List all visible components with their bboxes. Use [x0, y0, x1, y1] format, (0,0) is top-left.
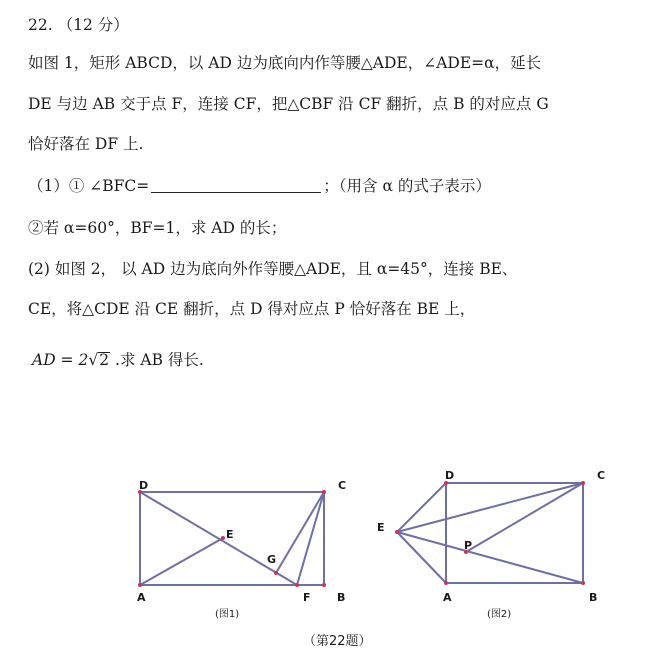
label-E-fig2: E	[377, 521, 385, 534]
figure-2-caption: (图2)	[487, 609, 512, 620]
point-F-fig1	[295, 583, 299, 587]
point-G-fig1	[274, 571, 278, 575]
question-1-prefix: （1）① ∠BFC=	[28, 177, 150, 195]
point-B-fig1	[322, 583, 326, 587]
point-B-fig2	[581, 581, 585, 585]
point-A-fig2	[444, 581, 448, 585]
label-B-fig1: B	[337, 591, 346, 604]
ad-equation: AD = 2	[32, 351, 89, 369]
question-1-suffix: ；（用含 α 的式子表示）	[323, 177, 491, 195]
sqrt-sign: √	[88, 351, 99, 369]
figure-2-line-EC	[397, 483, 583, 532]
label-D-fig2: D	[445, 469, 455, 482]
figure-2-rectangle	[446, 483, 583, 583]
figure-1-line-CG	[276, 492, 324, 573]
figure-2	[397, 483, 583, 583]
figure-2-line-EB	[397, 532, 583, 583]
label-P-fig2: P	[464, 539, 473, 552]
question-2-ask: .求 AB 得长.	[110, 351, 204, 369]
label-C-fig2: C	[597, 469, 606, 482]
label-D-fig1: D	[139, 479, 149, 492]
point-E-fig1	[221, 536, 225, 540]
question-1-part-2: ②若 α=60°，BF=1，求 AD 的长；	[28, 219, 287, 237]
label-B-fig2: B	[589, 591, 598, 604]
figures-caption: （第22题）	[303, 634, 372, 649]
problem-intro-line-2: DE 与边 AB 交于点 F，连接 CF，把△CBF 沿 CF 翻折，点 B 的对应点 G	[28, 95, 549, 113]
point-C-fig2	[581, 481, 585, 485]
figure-1-caption: (图1)	[215, 609, 240, 620]
problem-intro-line-3: 恰好落在 DF 上.	[28, 135, 144, 153]
figure-2-line-CP	[466, 483, 583, 552]
point-E-fig2	[395, 530, 399, 534]
figure-2-points	[395, 481, 585, 585]
label-E-fig1: E	[226, 528, 234, 541]
label-A-fig2: A	[443, 591, 452, 604]
label-C-fig1: C	[338, 479, 347, 492]
label-F-fig1: F	[303, 591, 311, 604]
label-G-fig1: G	[267, 553, 277, 566]
figure-1-line-AE	[140, 538, 223, 585]
label-A-fig1: A	[137, 591, 146, 604]
question-2-line-1: (2) 如图 2， 以 AD 边为底向外作等腰△ADE，且 α=45°，连接 BE、	[28, 260, 518, 278]
problem-header: 22. （12 分）	[28, 16, 129, 34]
problem-intro-line-1: 如图 1，矩形 ABCD，以 AD 边为底向内作等腰△ADE，∠ADE=α，延长	[28, 54, 542, 72]
point-A-fig1	[138, 583, 142, 587]
question-2-line-2: CE，将△CDE 沿 CE 翻折，点 D 得对应点 P 恰好落在 BE 上，	[28, 300, 476, 318]
figure-1-line-CF	[297, 492, 324, 585]
point-C-fig1	[322, 490, 326, 494]
sqrt-radicand: 2	[99, 351, 110, 369]
